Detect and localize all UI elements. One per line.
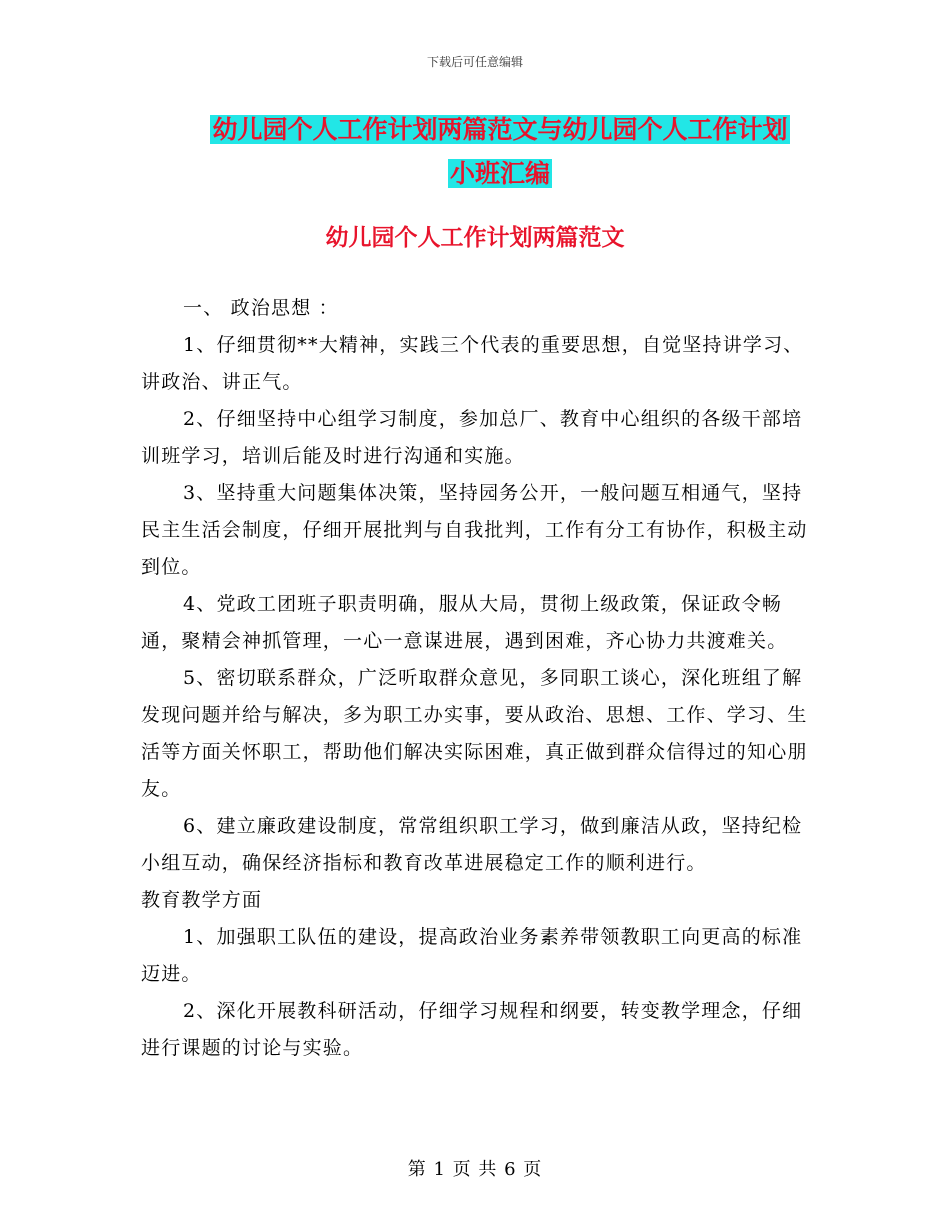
document-body (141, 290, 811, 1067)
paragraph-teaching-2: 2、深化开展教科研活动，仔细学习规程和纲要，转变教学理念，仔细进行课题的讨论与实验。 (141, 1000, 803, 1059)
document-title (140, 108, 860, 196)
heading-political-thought: 一、 政治思想 ： (183, 297, 339, 319)
paragraph-item-3: 3、坚持重大问题集体决策，坚持园务公开，一般问题互相通气，坚持民主生活会制度，仔细开展批判与自我批判，工作有分工有协作，积极主动到位。 (141, 482, 808, 578)
document-title-line-2: 小班汇编 (449, 159, 550, 188)
paragraph-item-2: 2、仔细坚持中心组学习制度，参加总厂、教育中心组织的各级干部培训班学习，培训后能及时进行沟通和实施。 (141, 408, 803, 467)
paragraph-item-4: 4、党政工团班子职责明确，服从大局，贯彻上级政策，保证政令畅通，聚精会神抓管理，一心一意谋进展，遇到困难，齐心协力共渡难关。 (141, 593, 788, 652)
page-number-footer: 第 1 页 共 6 页 (407, 1159, 543, 1180)
paragraph-item-1: 1、仔细贯彻**大精神，实践三个代表的重要思想，自觉坚持讲学习、讲政治、讲正气。 (141, 334, 804, 393)
document-title-line-1: 幼儿园个人工作计划两篇范文与幼儿园个人工作计划 (212, 115, 788, 144)
paragraph-teaching-1: 1、加强职工队伍的建设，提高政治业务素养带领教职工向更高的标准迈进。 (141, 926, 803, 985)
paragraph-item-6: 6、建立廉政建设制度，常常组织职工学习，做到廉洁从政，坚持纪检小组互动，确保经济指标和教育改革进展稳定工作的顺利进行。 (141, 815, 803, 874)
section-title: 幼儿园个人工作计划两篇范文 (325, 225, 625, 251)
heading-education-teaching: 教育教学方面 (141, 889, 263, 911)
paragraph-item-5: 5、密切联系群众，广泛听取群众意见，多同职工谈心，深化班组了解发现问题并给与解决，多为职工办实事，要从政治、思想、工作、学习、生活等方面关怀职工，帮助他们解决实际困难，真正做到群众信得过的知心朋友。 (141, 667, 808, 800)
header-note: 下载后可任意编辑 (426, 55, 523, 69)
